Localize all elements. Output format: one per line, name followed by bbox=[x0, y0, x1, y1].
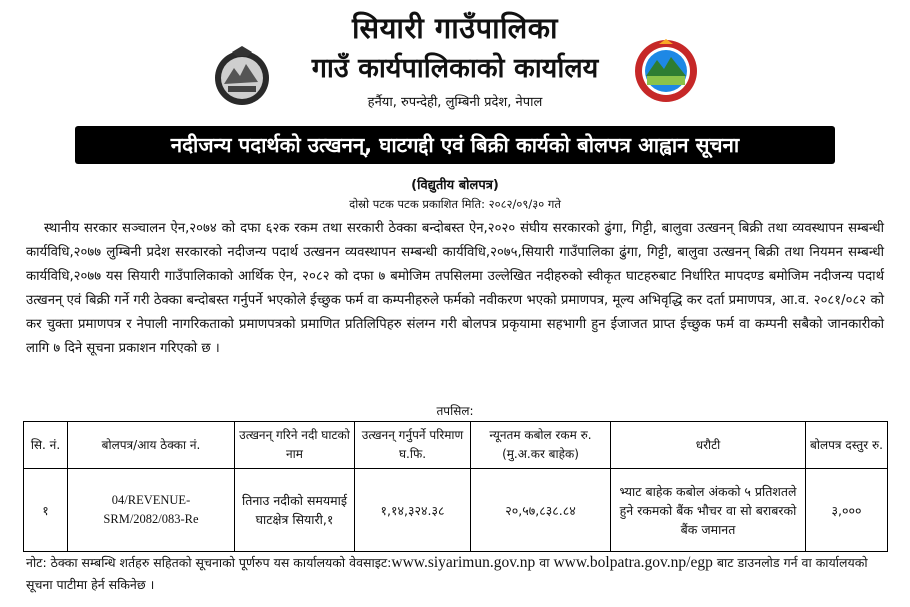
cell-ref-line1: 04/REVENUE- bbox=[111, 493, 191, 507]
note-suffix: बाट डाउनलोड गर्न वा कार्यालयको सूचना पाटीमा हेर्न सकिनेछ । bbox=[26, 555, 868, 592]
office-subtitle: गाउँ कार्यपालिकाको कार्यालय bbox=[311, 53, 599, 84]
website-link-siyarimun[interactable]: www.siyarimun.gov.np bbox=[391, 554, 536, 571]
cell-ref-line2: SRM/2082/083-Re bbox=[103, 512, 199, 526]
municipality-logo-icon bbox=[633, 38, 699, 104]
cell-sn: १ bbox=[24, 469, 68, 552]
cell-min-bid: २०,५७,८३८.८४ bbox=[471, 469, 611, 552]
note-middle: वा bbox=[535, 555, 554, 570]
letterhead bbox=[0, 0, 910, 120]
bid-type: (विद्युतीय बोलपत्र) bbox=[411, 178, 499, 193]
col-header-sn: सि. नं. bbox=[24, 422, 68, 469]
col-header-ref: बोलपत्र/आय ठेक्का नं. bbox=[68, 422, 235, 469]
website-link-bolpatra[interactable]: www.bolpatra.gov.np/egp bbox=[553, 554, 713, 571]
col-header-deposit: धरौटी bbox=[611, 422, 806, 469]
cell-volume: १,१४,३२४.३८ bbox=[355, 469, 471, 552]
cell-site: तिनाउ नदीको समयमाई घाटक्षेत्र सियारी,१ bbox=[235, 469, 355, 552]
notice-body: स्थानीय सरकार सञ्चालन ऐन,२०७४ को दफा ६२क रकम तथा सरकारी ठेक्का बन्दोबस्त ऐन,२०२० संघीय सरकारको ढुंगा, गिट्टी, बालुवा उत्खनन् बिक्री तथा व्यवस्थापन सम्बन्धी कार्यविधि,२०७७ लुम्बिनी प्रदेश सरकारको नदीजन्य पदार्थ उत्खनन व्यवस्थापन सम्बन्धी कार्यविधि,२०७५,सियारी गाउँपालिका ढुंगा, गिट्टी, बालुवा उत्खनन् बिक्री तथा नियमन सम्बन्धी कार्यविधि,२०७७ यस सियारी गाउँपालिकाको आर्थिक ऐन, २०८२ को दफा ७ बमोजिम तपसिलमा उल्लेखित नदीहरुको स्वीकृत घाटहरुबाट निर्धारित मापदण्ड बमोजिम नदीजन्य पदार्थ उत्खनन् एवं बिक्री गर्ने गरी ठेक्का बन्दोबस्त गर्नुपर्ने भएकोले ईच्छुक फर्म वा कम्पनीहरुले फर्मको नवीकरण भएको प्रमाणपत्र, मूल्य अभिवृद्धि कर दर्ता प्रमाणपत्र, आ.व. २०८१/०८२ को कर चुक्ता प्रमाणपत्र र नेपाली नागरिकताको प्रमाणपत्रको प्रमाणित प्रतिलिपिहरु संलग्न गरी बोलपत्र प्रकृयामा सहभागी हुन ईजाजत प्राप्त ईच्छुक फर्म वा कम्पनी सबैको जानकारीको लागि ७ दिने सूचना प्रकाशन गरिएको छ । bbox=[26, 221, 884, 356]
cell-deposit: भ्याट बाहेक कबोल अंकको ५ प्रतिशतले हुने रकमको बैंक भौचर वा सो बराबरको बैंक जमानत bbox=[611, 469, 806, 552]
notice-title: नदीजन्य पदार्थको उत्खनन्, घाटगद्दी एवं बिक्री कार्यको बोलपत्र आह्वान सूचना bbox=[170, 133, 740, 157]
table-row bbox=[24, 469, 888, 552]
bid-table bbox=[23, 421, 888, 552]
cell-ref bbox=[68, 469, 235, 552]
notice-title-banner bbox=[75, 126, 835, 164]
office-address: हर्नैया, रुपन्देही, लुम्बिनी प्रदेश, नेपाल bbox=[367, 95, 543, 110]
footer-note bbox=[26, 552, 886, 596]
note-prefix: नोट: ठेक्का सम्बन्धि शर्तहरु सहितको सूचनाको पूर्णरुप यस कार्यालयको वेवसाइट: bbox=[26, 555, 392, 570]
publish-date: दोस्रो पटक पटक प्रकाशित मिति: २०८२/०९/३० गते bbox=[349, 197, 561, 211]
col-header-site: उत्खनन् गरिने नदी घाटको नाम bbox=[235, 422, 355, 469]
table-header-row bbox=[24, 422, 888, 469]
table-label: तपसिल: bbox=[436, 404, 474, 418]
office-title: सियारी गाउँपालिका bbox=[351, 11, 559, 45]
cell-fee: ३,००० bbox=[806, 469, 888, 552]
col-header-min-bid: न्यूनतम कबोल रकम रु. (मु.अ.कर बाहेक) bbox=[471, 422, 611, 469]
col-header-fee: बोलपत्र दस्तुर रु. bbox=[806, 422, 888, 469]
col-header-volume: उत्खनन् गर्नुपर्ने परिमाण घ.फि. bbox=[355, 422, 471, 469]
